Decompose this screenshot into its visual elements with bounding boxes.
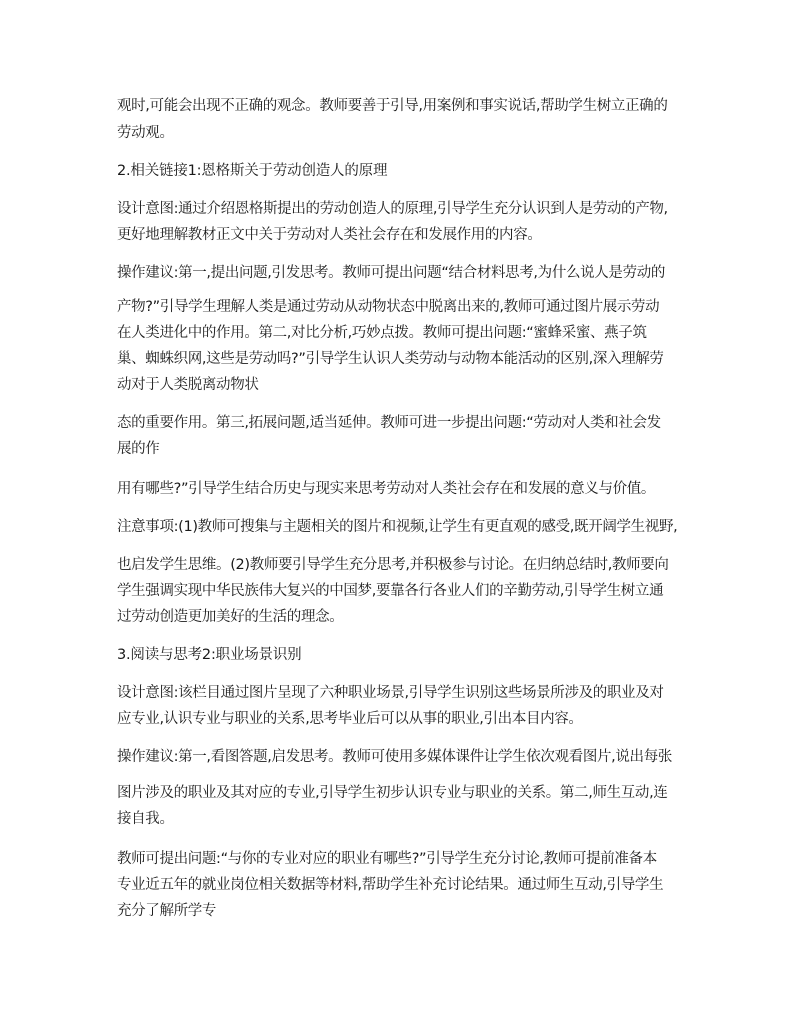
text-line: 在人类进化中的作用。第二,对比分析,巧妙点拨。教师可提出问题:“蜜蜂采蜜、燕子筑 — [117, 325, 647, 341]
text-line: 注意事项:(1)教师可搜集与主题相关的图片和视频,让学生有更直观的感受,既开阔学生视野, — [117, 519, 678, 535]
text-line: 学生强调实现中华民族伟大复兴的中国梦,要靠各行各业人们的辛勤劳动,引导学生树立通 — [117, 583, 664, 599]
text-line: 观时,可能会出现不正确的观念。教师要善于引导,用案例和事实说话,帮助学生树立正确的 — [117, 98, 668, 114]
text-line: 教师可提出问题:“与你的专业对应的职业有哪些?”引导学生充分讨论,教师可提前准备本 — [117, 851, 657, 867]
text-line: 设计意图:通过介绍恩格斯提出的劳动创造人的原理,引导学生充分认识到人是劳动的产物, — [117, 201, 668, 217]
text-line: 巢、蜘蛛织网,这些是劳动吗?”引导学生认识人类劳动与动物本能活动的区别,深入理解劳 — [117, 351, 664, 367]
text-line: 应专业,认识专业与职业的关系,思考毕业后可以从事的职业,引出本目内容。 — [117, 711, 583, 727]
text-line: 用有哪些?”引导学生结合历史与现实来思考劳动对人类社会存在和发展的意义与价值。 — [117, 481, 656, 497]
text-line: 过劳动创造更加美好的生活的理念。 — [117, 609, 344, 625]
section-heading: 3.阅读与思考2:职业场景识别 — [117, 647, 302, 663]
section-heading: 2.相关链接1:恩格斯关于劳动创造人的原理 — [117, 163, 388, 179]
text-line: 操作建议:第一,提出问题,引发思考。教师可提出问题“结合材料思考,为什么说人是劳动的 — [117, 265, 666, 281]
text-line: 接自我。 — [117, 811, 174, 827]
text-line: 也启发学生思维。(2)教师要引导学生充分思考,并积极参与讨论。在归纳总结时,教师要向 — [117, 557, 669, 573]
text-line: 展的作 — [117, 441, 160, 457]
text-line: 图片涉及的职业及其对应的专业,引导学生初步认识专业与职业的关系。第二,师生互动,连 — [117, 785, 668, 801]
text-line: 操作建议:第一,看图答题,启发思考。教师可使用多媒体课件让学生依次观看图片,说出每张 — [117, 749, 673, 765]
text-line: 设计意图:该栏目通过图片呈现了六种职业场景,引导学生识别这些场景所涉及的职业及对 — [117, 685, 664, 701]
text-line: 充分了解所学专 — [117, 903, 217, 919]
text-line: 态的重要作用。第三,拓展问题,适当延伸。教师可进一步提出问题:“劳动对人类和社会发 — [117, 415, 661, 431]
text-line: 产物?”引导学生理解人类是通过劳动从动物状态中脱离出来的,教师可通过图片展示劳动 — [117, 299, 660, 315]
text-line: 专业近五年的就业岗位相关数据等材料,帮助学生补充讨论结果。通过师生互动,引导学生 — [117, 877, 664, 893]
text-line: 更好地理解教材正文中关于劳动对人类社会存在和发展作用的内容。 — [117, 227, 542, 243]
text-line: 劳动观。 — [117, 125, 174, 141]
text-line: 动对于人类脱离动物状 — [117, 377, 259, 393]
